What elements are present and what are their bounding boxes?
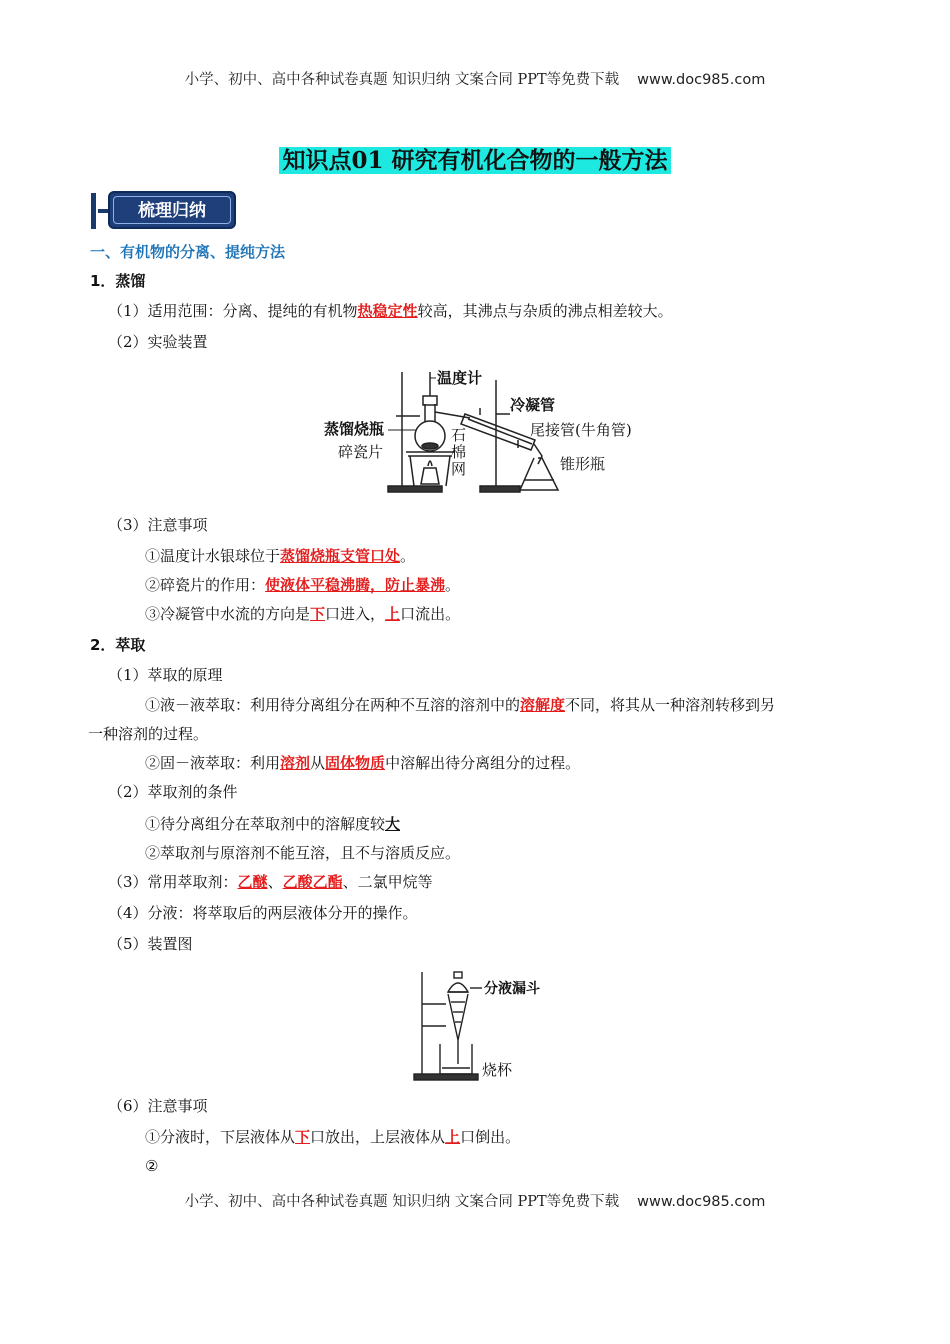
label-flask: 蒸馏烧瓶 <box>324 420 385 438</box>
funnel-drawing <box>414 972 482 1080</box>
key-term: 大 <box>385 815 401 833</box>
extract-figure-title: （5）装置图 <box>108 935 193 953</box>
key-term: 热稳定性 <box>357 302 418 320</box>
extract-separation: （4）分液：将萃取后的两层液体分开的操作。 <box>108 904 418 922</box>
distill-note-1: ①温度计水银球位于蒸馏烧瓶支管口处。 <box>145 547 416 565</box>
key-term: 下 <box>295 1128 311 1146</box>
extract-principle-1: ①液－液萃取：利用待分离组分在两种不互溶的溶剂中的溶解度不同，将其从一种溶剂转移到另 <box>145 696 776 714</box>
extract-notes-title: （6）注意事项 <box>108 1097 208 1115</box>
label-gauze-1: 石 <box>451 426 467 444</box>
key-term: 乙酸乙酯 <box>282 873 343 891</box>
section-badge <box>91 191 237 231</box>
extract-note-1: ①分液时，下层液体从下口放出，上层液体从上口倒出。 <box>145 1128 521 1146</box>
distill-note-2: ②碎瓷片的作用：使液体平稳沸腾，防止暴沸。 <box>145 576 461 594</box>
page-header <box>0 68 950 89</box>
distill-scope: （1）适用范围：分离、提纯的有机物热稳定性较高，其沸点与杂质的沸点相差较大。 <box>108 302 673 320</box>
badge-label: 梳理归纳 <box>113 196 231 224</box>
title-text: 知识点01 研究有机化合物的一般方法 <box>279 147 670 174</box>
separatory-funnel-figure <box>410 968 550 1084</box>
label-adapter: 尾接管(牛角管) <box>530 421 632 439</box>
label-gauze-3: 网 <box>451 460 467 478</box>
extract-conditions-title: （2）萃取剂的条件 <box>108 783 238 801</box>
distillation-apparatus-figure <box>320 368 650 496</box>
label-condenser: 冷凝管 <box>510 396 556 414</box>
extract-principle: （1）萃取的原理 <box>108 666 223 684</box>
label-separatory-funnel: 分液漏斗 <box>484 981 540 997</box>
extract-principle-2: ②固－液萃取：利用溶剂从固体物质中溶解出待分离组分的过程。 <box>145 754 581 772</box>
footer-site[interactable]: www.doc985.com <box>637 1194 766 1210</box>
extract-condition-2: ②萃取剂与原溶剂不能互溶，且不与溶质反应。 <box>145 844 461 862</box>
header-text: 小学、初中、高中各种试卷真题 知识归纳 文案合同 PPT等免费下载 <box>184 72 620 88</box>
distill-apparatus-label: （2）实验装置 <box>108 333 208 351</box>
badge-bar <box>91 193 96 229</box>
key-term: 下 <box>310 605 326 623</box>
section-heading: 一、有机物的分离、提纯方法 <box>90 243 286 261</box>
label-beaker: 烧杯 <box>482 1061 513 1079</box>
label-gauze-2: 棉 <box>451 443 467 461</box>
key-term: 上 <box>445 1128 461 1146</box>
distill-note-3: ③冷凝管中水流的方向是下口进入，上口流出。 <box>145 605 461 623</box>
key-term: 蒸馏烧瓶支管口处 <box>280 547 401 565</box>
badge-box <box>108 191 236 229</box>
key-term: 溶剂 <box>280 754 311 772</box>
extract-note-2: ② <box>145 1157 159 1175</box>
key-term: 固体物质 <box>325 754 386 772</box>
footer-text: 小学、初中、高中各种试卷真题 知识归纳 文案合同 PPT等免费下载 <box>184 1194 620 1210</box>
key-term: 溶解度 <box>520 696 566 714</box>
extract-condition-1: ①待分离组分在萃取剂中的溶解度较大 <box>145 815 401 833</box>
key-term: 上 <box>385 605 401 623</box>
header-site[interactable]: www.doc985.com <box>637 72 766 88</box>
label-chips: 碎瓷片 <box>338 443 384 461</box>
extract-common: （3）常用萃取剂：乙醚、乙酸乙酯、二氯甲烷等 <box>108 873 433 891</box>
label-thermometer: 温度计 <box>437 369 483 387</box>
extract-principle-1-cont: 一种溶剂的过程。 <box>88 725 209 743</box>
distill-heading: 1．蒸馏 <box>90 272 146 290</box>
badge-connector <box>98 209 108 213</box>
key-term: 使液体平稳沸腾，防止暴沸 <box>265 576 446 594</box>
key-term: 乙醚 <box>237 873 268 891</box>
extract-heading: 2．萃取 <box>90 636 146 654</box>
label-conical-flask: 锥形瓶 <box>560 455 606 473</box>
page-title <box>0 142 950 175</box>
page-footer <box>0 1190 950 1211</box>
distill-notes-title: （3）注意事项 <box>108 516 208 534</box>
